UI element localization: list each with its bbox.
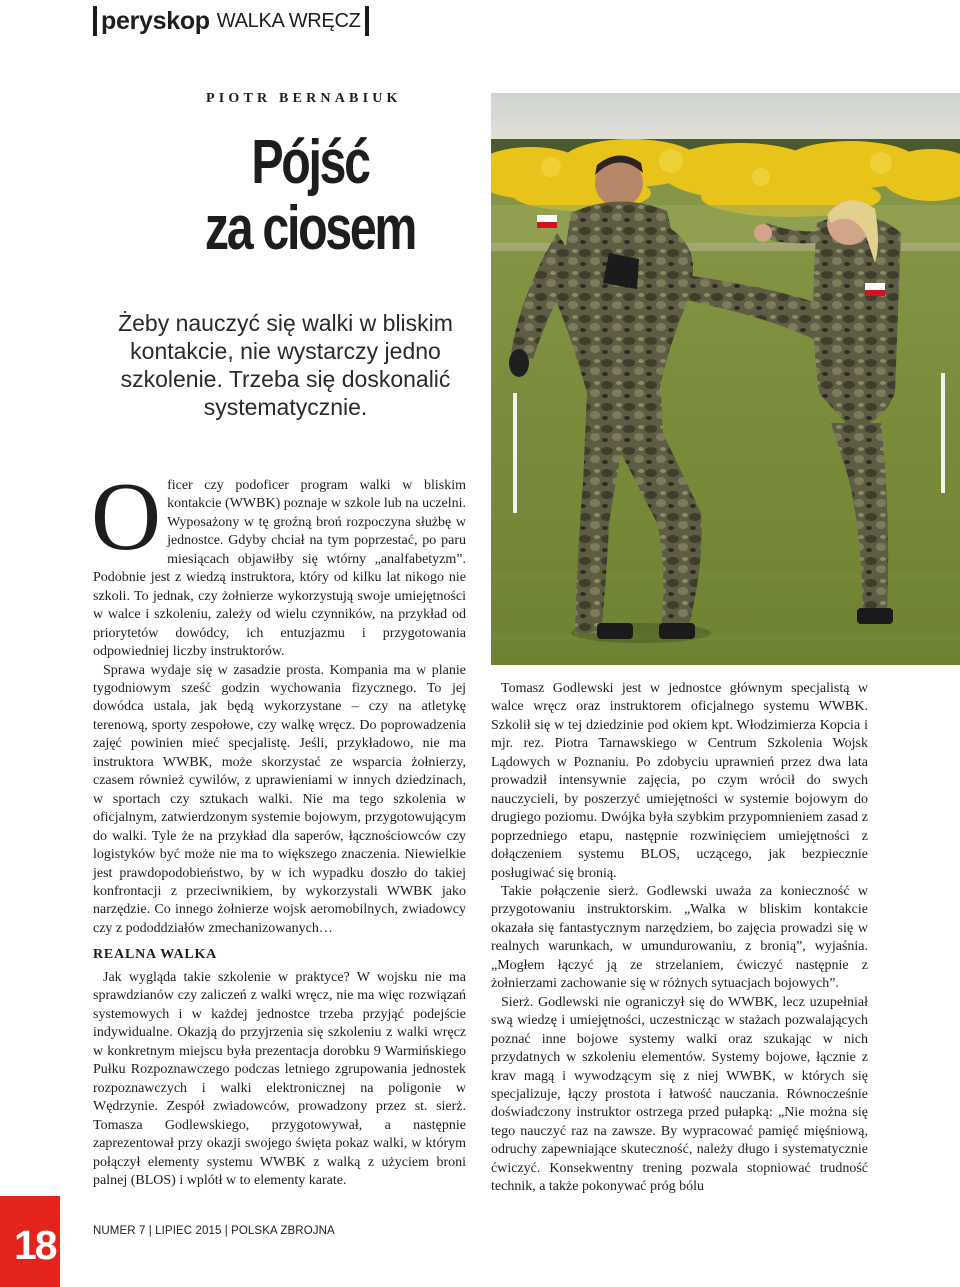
drop-cap: O <box>91 463 162 570</box>
title-line-1: Pójść <box>251 128 369 197</box>
article-photo <box>491 93 960 665</box>
magazine-section-brand: peryskop <box>101 6 210 35</box>
section-header <box>93 4 369 38</box>
section-name: WALKA WRĘCZ <box>216 9 361 32</box>
paragraph-2: Sprawa wydaje się w zasadzie prosta. Kompania ma w planie tygodniowym sześć godzin wychowania fizycznego. To jej dowódca ustala, jak będą wykorzystane – czy na atletykę terenową, sporty zespołowe, czy walkę wręcz. Do poprowadzenia zajęć powinien mieć specjalistę. Jeśli, przykładowo, nie ma instruktora WWBK, może skorzystać ze wsparcia żołnierzy, czasem również cywilów, z uprawieniami w innych dziedzinach, w sportach czy sztukach walki. Nie ma tego szkolenia w oficjalnym, zatwierdzonym systemie bojowym, przygotowującym do walki. Tyle że na przykład dla saperów, łącznościowców czy logistyków być może nie ma to większego znaczenia. Niewielkie jest prawdopodobieństwo, by w ich wypadku doszło do takiej konfrontacji z przeciwnikiem, by wykorzystali WWBK jako narzędzie. Co innego żołnierze wojsk aeromobilnych, zwiadowcy czy z pododdziałów zmechanizowanych… <box>93 662 466 936</box>
paragraph-5: Takie połączenie sierż. Godlewski uważa za konieczność w przygotowaniu instruktorskim. „Walka w bliskim kontakcie okazała się fantastycznym narzędziem, bo zajęcia prowadzi się w realnych warunkach, w umundurowaniu, z bronią”, wyjaśnia. „Mogłem łączyć ją ze strzelaniem, ćwiczyć następnie z żołnierzami zachowanie się w różnych sytuacjach bojowych”. <box>491 883 868 992</box>
article-column-right <box>491 680 868 1197</box>
article-column-left-bottom <box>93 969 466 1190</box>
paragraph-4: Tomasz Godlewski jest w jednostce głównym specjalistą w walce wręcz oraz instruktorem oficjalnego systemu WWBK. Szkolił się w tej dziedzinie pod okiem kpt. Włodzimierza Kopcia i mjr. rez. Piotra Tarnawskiego w Centrum Szkolenia Wojsk Lądowych w Poznaniu. Po zdobyciu uprawnień przez dwa lata prowadził intensywnie zajęcia, po czym wrócił do swych nauczycieli, by poszerzyć umiejętności w systemie bojowym do drugiego poziomu. Dwójka była szybkim przypomnieniem zasad z poprzedniego etapu, następnie rozwinięciem umiejętności z dołączeniem systemu BLOS, uczącego, jak bezpiecznie posługiwać się bronią. <box>491 681 868 881</box>
page-number: 18 <box>14 1222 56 1268</box>
paragraph-1: ficer czy podoficer program walki w bliskim kontakcie (WWBK) poznaje w szkole lub na uczelni. Wyposażony w tę groźną broń rozpoczyna służbę w jednostce. Gdyby chciał na tym poprzestać, po paru miesiącach objawiłby się wtórny „analfabetyzm”. Podobnie jest z wiedzą instruktora, który od kilku lat nikogo nie szkoli. To jednak, czy żołnierze wykorzystują swoje umiejętności w walce i szkoleniu, zależy od wielu czynników, na przykład od priorytetów dowódcy, ich entuzjazmu i przygotowania odpowiedniej liczby instruktorów. <box>93 478 466 660</box>
article-title <box>193 130 427 262</box>
article-column-left-top <box>91 463 466 938</box>
paragraph-6: Sierż. Godlewski nie ograniczył się do WWBK, lecz uzupełniał swą wiedzę i umiejętności, uczestnicząc w stażach pozwalających poznać inne bojowe systemy walki oraz szukając w nich przydatnych w szkoleniu elementów. Systemy bojowe, łącznie z krav magą i wywodzącym się z niej WWBK, w których się specjalizuje, łączy prostota i łatwość nauczania. Równocześnie doświadczony instruktor ostrzega przed pułapką: „Nie można się tego nauczyć raz na zawsze. By wypracować pamięć mięśniową, odruchy zapewniające skuteczność, należy długo i systematycznie ćwiczyć. Konsekwentny trening pozwala stopniować trudność technik, a także pokonywać próg bólu <box>491 994 868 1195</box>
author-byline: PIOTR BERNABIUK <box>206 91 402 106</box>
issue-info: NUMER 7 | LIPIEC 2015 | POLSKA ZBROJNA <box>93 1225 335 1237</box>
paragraph-3: Jak wygląda takie szkolenie w praktyce? W wojsku nie ma sprawdzianów czy zaliczeń z walki wręcz, nie ma więc rozwiązań systemowych i w każdej jednostce trzeba przyjąć podejście indywidualne. Okazją do przyjrzenia się szkoleniu z walki wręcz w konkretnym miejscu była prezentacja dorobku 9 Warmińskiego Pułku Rozpoznawczego podczas letniego zgrupowania jednostek rozpoznawczych i walki elektronicznej na poligonie w Wędrzynie. Zespół zwiadowców, prowadzony przez st. sierż. Tomasza Godlewskiego, przygotowywał, a następnie zaprezentował przy okazji swojego święta pokaz walki, w którym połączył elementy systemu WWBK z walką z użyciem broni palnej (BLOS) i wplótł w to elementy karate. <box>93 970 466 1188</box>
article-lead: Żeby nauczyć się walki w bliskim kontakcie, nie wystarczy jedno szkolenie. Trzeba się doskonalić systematycznie. <box>118 310 453 420</box>
header-bar-right <box>365 6 369 36</box>
header-bar-left <box>93 6 97 36</box>
title-line-2: za ciosem <box>204 194 416 263</box>
article-subheading: REALNA WALKA <box>93 947 218 962</box>
